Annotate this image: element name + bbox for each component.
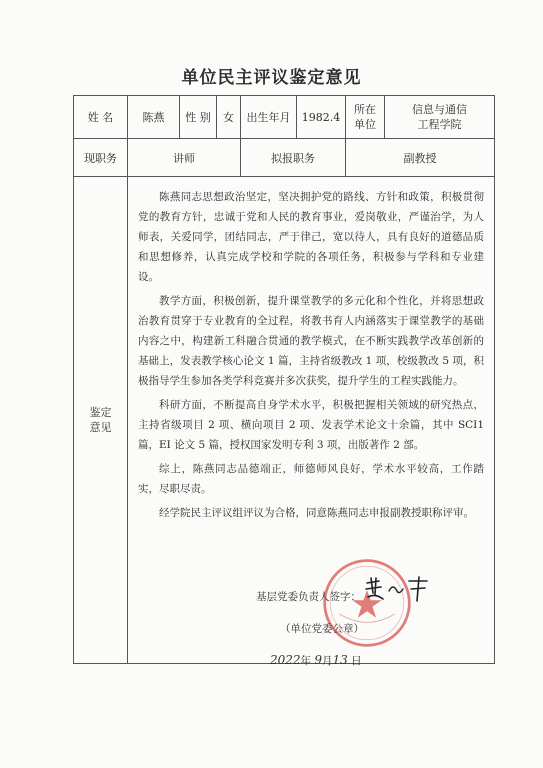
opinion-paragraph-5: 经学院民主评议组评议为合格，同意陈燕同志申报副教授职称评审。 [159, 507, 474, 519]
date-month-suffix: 月 [322, 655, 333, 667]
unit-label [346, 96, 385, 139]
opinion-label [74, 177, 128, 664]
date-day: 13 [332, 653, 348, 667]
signer-label: 基层党委负责人签字： [256, 591, 361, 603]
unit-value-line-1: 信息与通信 [412, 103, 467, 116]
opinion-cell [128, 177, 495, 667]
opinion-row [74, 177, 495, 664]
opinion-paragraph-2: 教学方面，积极创新，提升课堂教学的多元化和个性化，并将思想政治教育贯穿于专业教育的全过程，将教书育人内涵落实于课堂教学的基础内容之中，构建新工科融合贯通的教学模式，在不断实践教学改革创新的基础上，发表教学核心论文 1 篇，主持省级教改 1 项，校级教改 5 项，积极指导学生参加各类学科竞赛并多次获奖，提升学生的工程实践能力。 [138, 295, 484, 387]
unit-label-line-1: 所在 [354, 103, 376, 116]
opinion-paragraph-1: 陈燕同志思想政治坚定，坚决拥护党的路线、方针和政策，积极贯彻党的教育方针，忠诚于党和人民的教育事业，爱岗敬业，严谨治学，为人师表，关爱同学，团结同志，严于律己，宽以待人，具有良好的道德品质和思想修养，认真完成学校和学院的各项任务，积极参与学科和专业建设。 [138, 191, 484, 283]
unit-label-line-2: 单位 [354, 118, 376, 131]
date-day-suffix: 日 [351, 655, 362, 667]
name-value: 陈燕 [128, 96, 180, 139]
birth-value: 1982.4 [297, 96, 346, 139]
name-label: 姓 名 [74, 96, 128, 139]
unit-value [385, 96, 495, 139]
appraisal-form [73, 95, 495, 667]
opinion-label-line-2: 意见 [89, 421, 112, 434]
gender-value: 女 [217, 96, 241, 139]
date-month: 9 [314, 653, 323, 667]
opinion-paragraph-4: 综上，陈燕同志品德端正，师德师风良好，学术水平较高，工作踏实，尽职尽责。 [138, 463, 484, 495]
unit-value-line-2: 工程学院 [417, 118, 462, 131]
gender-label: 性 别 [180, 96, 217, 139]
birth-label: 出生年月 [241, 96, 297, 139]
signing-date [270, 653, 362, 668]
handwritten-signature [363, 575, 433, 603]
date-year-suffix: 年 [300, 655, 312, 667]
opinion-label-line-1: 鉴定 [89, 406, 112, 419]
opinion-paragraph-3: 科研方面，不断提高自身学术水平，积极把握相关领域的研究热点，主持省级项目 2 项、横向项目 2 项、发表学术论文十余篇，其中 SCI1 篇，EI 论文 5 篇，授权国家发明专利 3 项，出版著作 2 部。 [138, 399, 484, 451]
seal-label: （单位党委公章） [280, 623, 364, 635]
info-row-1 [74, 96, 495, 139]
page-title: 单位民主评议鉴定意见 [181, 68, 362, 88]
date-year: 2022 [270, 653, 301, 667]
proposed-label: 拟报职务 [241, 139, 346, 177]
position-label: 现职务 [74, 139, 128, 177]
position-value: 讲师 [128, 139, 241, 177]
info-row-2 [74, 139, 495, 177]
proposed-value: 副教授 [346, 139, 495, 177]
opinion-text [128, 177, 494, 523]
